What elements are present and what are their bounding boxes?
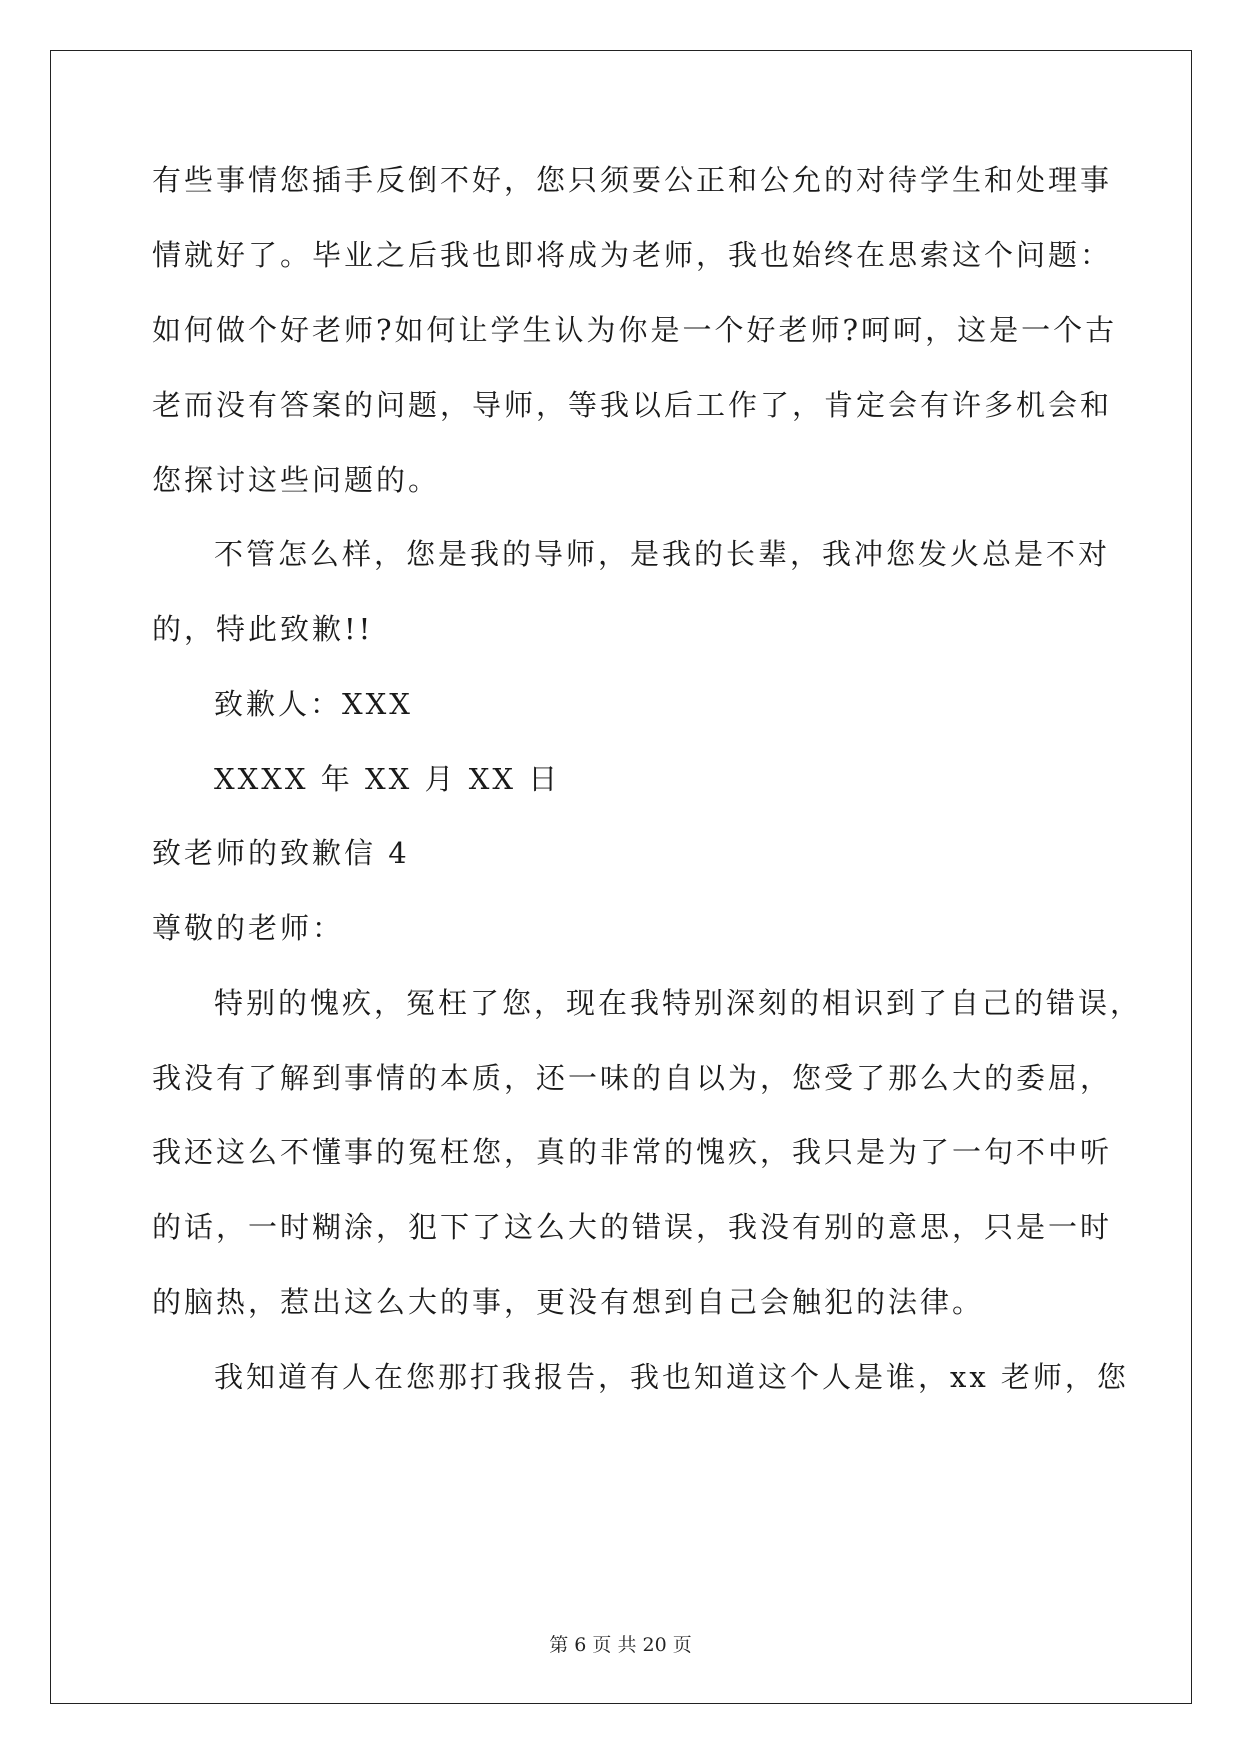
text-line: 我还这么不懂事的冤枉您，真的非常的愧疚，我只是为了一句不中听 bbox=[152, 1135, 1113, 1169]
text-line: 的脑热，惹出这么大的事，更没有想到自己会触犯的法律。 bbox=[152, 1285, 985, 1319]
paragraph-first-line: 不管怎么样，您是我的导师，是我的长辈，我冲您发火总是不对 bbox=[214, 537, 1111, 571]
date-line: XXXX 年 XX 月 XX 日 bbox=[214, 762, 561, 796]
paragraph-first-line: 特别的愧疚，冤枉了您，现在我特别深刻的相识到了自己的错误， bbox=[214, 986, 1143, 1020]
text-line: 的，特此致歉!! bbox=[152, 612, 374, 646]
page-number-footer: 第 6 页 共 20 页 bbox=[549, 1634, 692, 1656]
salutation: 尊敬的老师： bbox=[152, 911, 345, 945]
text-line: 我没有了解到事情的本质，还一味的自以为，您受了那么大的委屈， bbox=[152, 1061, 1113, 1095]
signature-line: 致歉人：XXX bbox=[214, 687, 413, 721]
text-line: 老而没有答案的问题，导师，等我以后工作了，肯定会有许多机会和 bbox=[152, 388, 1113, 422]
text-line: 的话，一时糊涂，犯下了这么大的错误，我没有别的意思，只是一时 bbox=[152, 1210, 1113, 1244]
text-line: 有些事情您插手反倒不好，您只须要公正和公允的对待学生和处理事 bbox=[152, 163, 1113, 197]
page-frame bbox=[50, 50, 1192, 1704]
section-heading: 致老师的致歉信 4 bbox=[152, 836, 410, 870]
paragraph-first-line: 我知道有人在您那打我报告，我也知道这个人是谁，xx 老师，您 bbox=[214, 1360, 1129, 1394]
text-line: 情就好了。毕业之后我也即将成为老师，我也始终在思索这个问题： bbox=[152, 238, 1113, 272]
text-line: 您探讨这些问题的。 bbox=[152, 463, 441, 497]
text-line: 如何做个好老师?如何让学生认为你是一个好老师?呵呵，这是一个古 bbox=[152, 313, 1118, 347]
